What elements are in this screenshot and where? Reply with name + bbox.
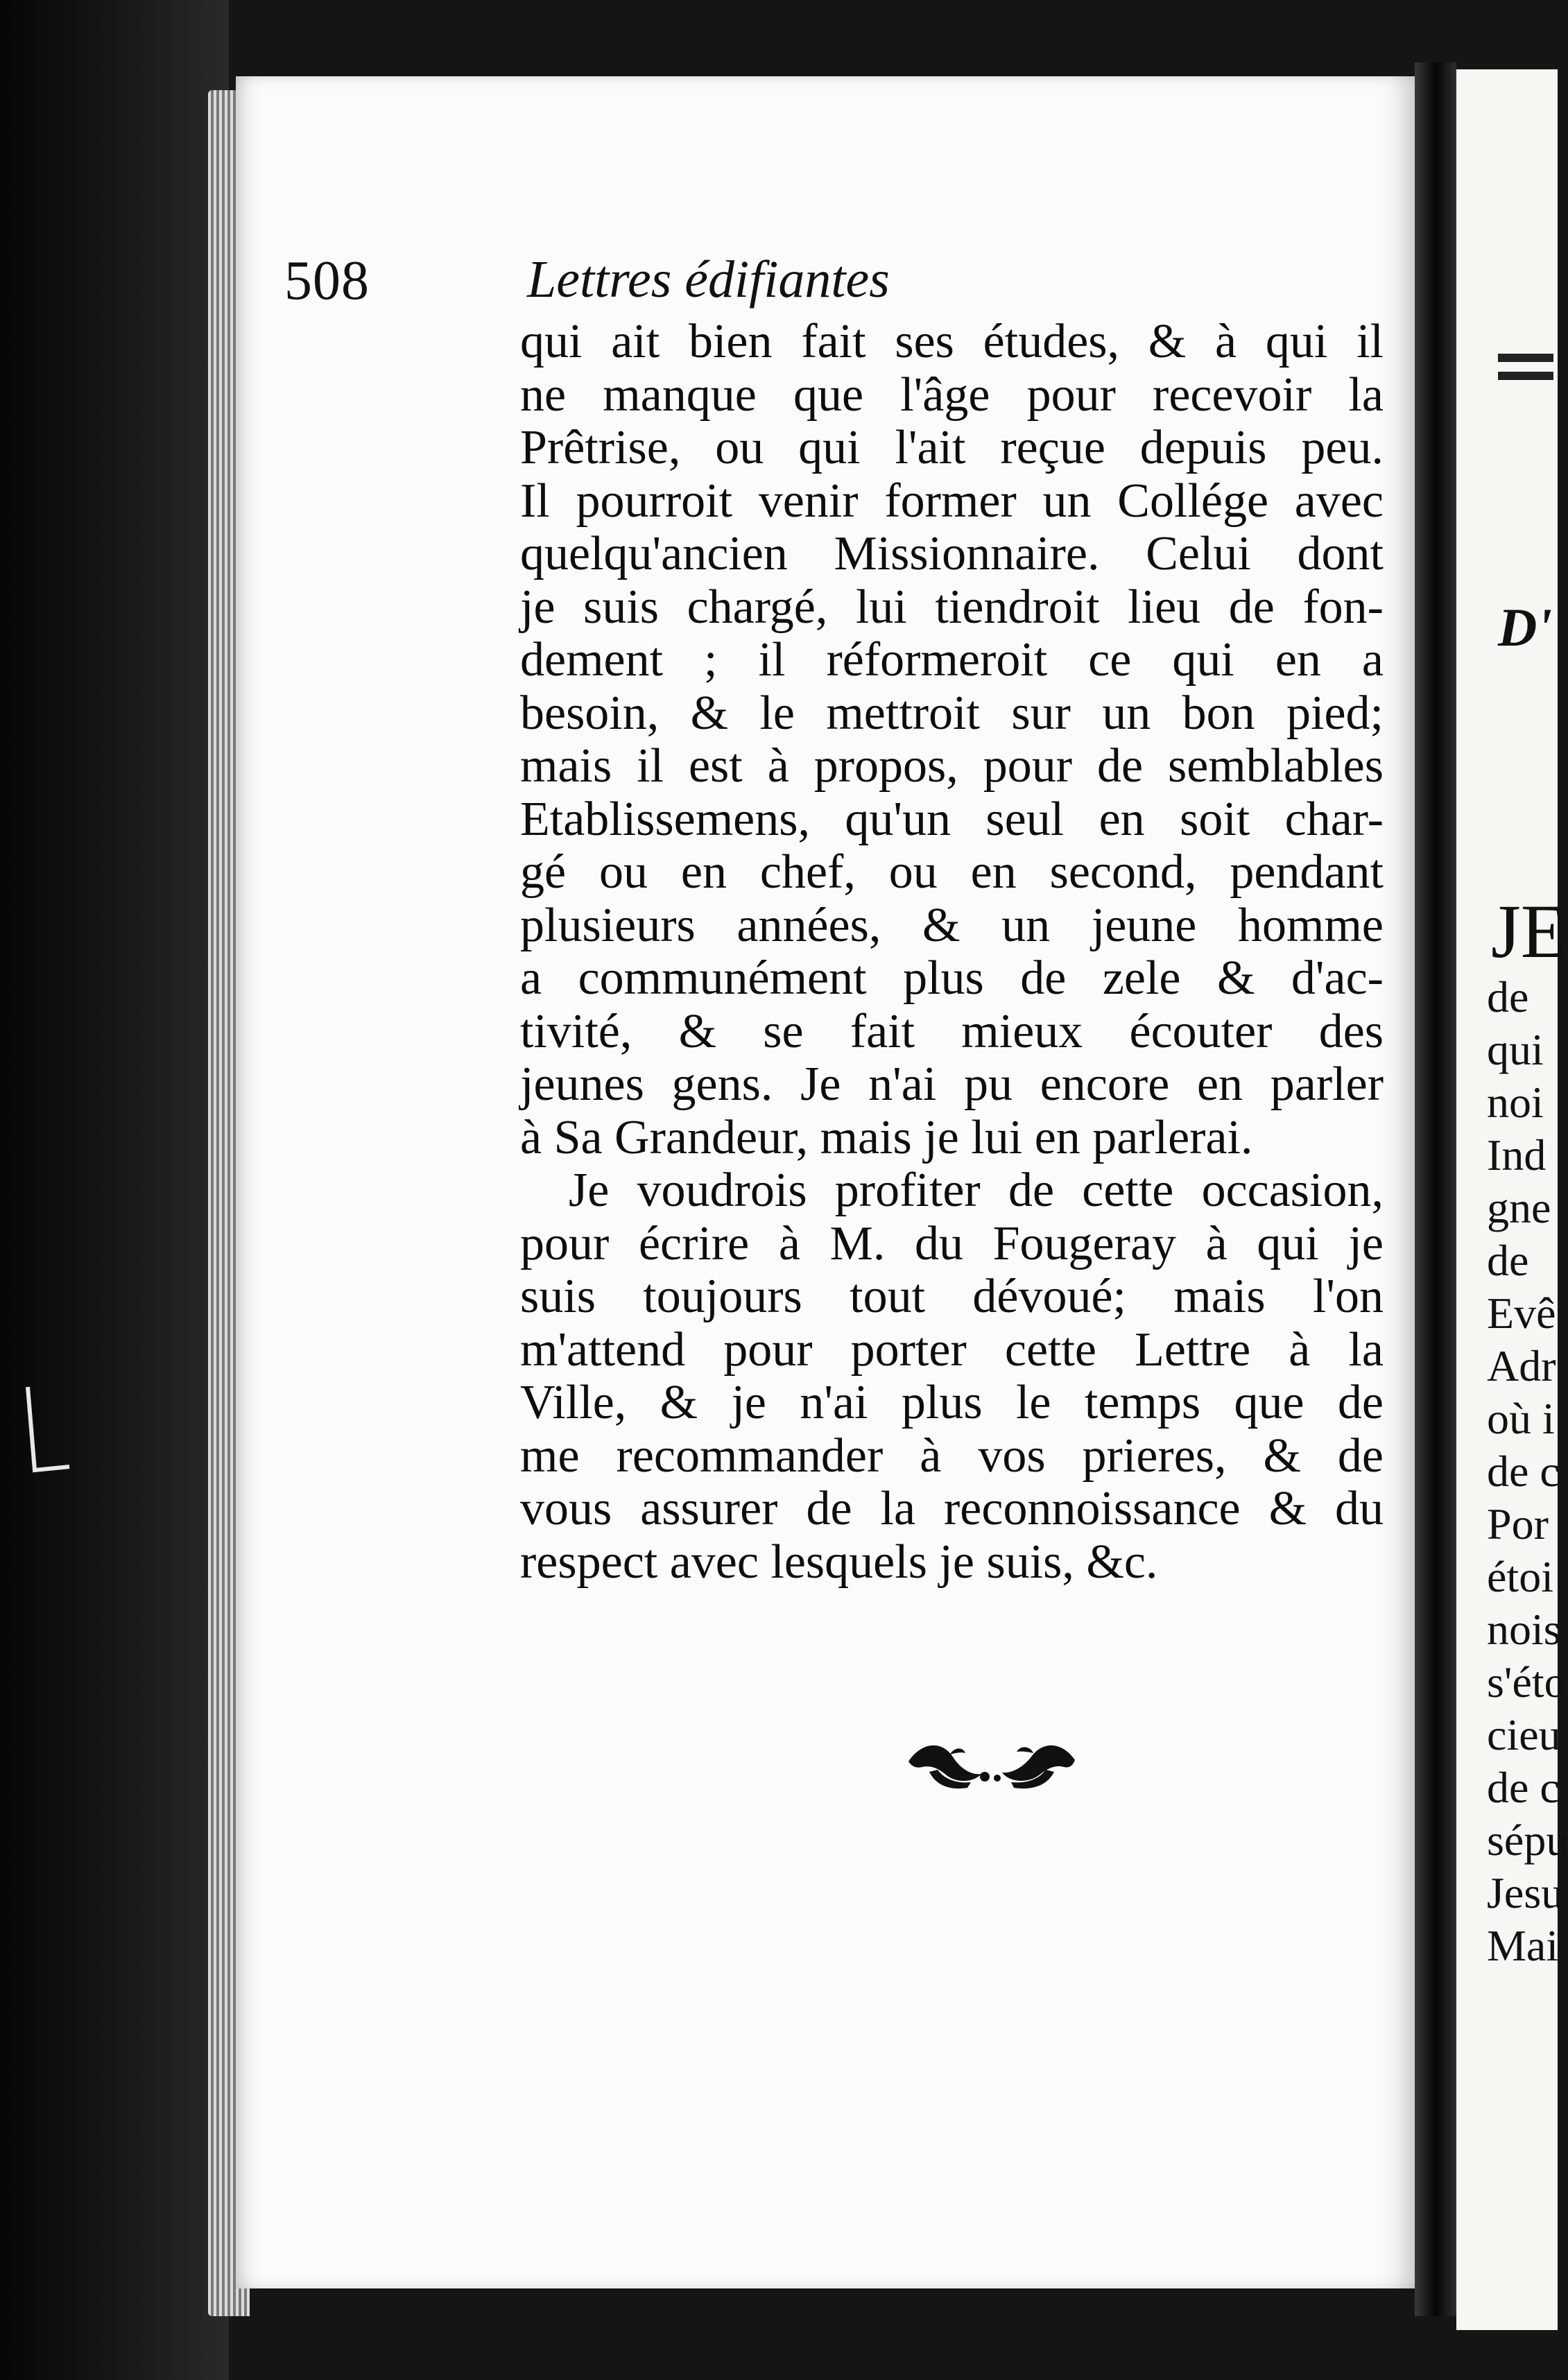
facing-line: qui	[1487, 1025, 1544, 1074]
facing-line: cieu	[1487, 1710, 1561, 1759]
facing-line: Jesu	[1487, 1868, 1564, 1917]
facing-line: Evê	[1487, 1288, 1556, 1338]
text-line: gé ou en chef, ou en second, pendant	[520, 845, 1384, 899]
text-line: tivité, & se fait mieux écouter des	[520, 1004, 1384, 1058]
text-line: Il pourroit venir former un Collége avec	[520, 474, 1384, 528]
text-line: suis toujours tout dévoué; mais l'on	[520, 1270, 1384, 1323]
text-line: me recommander à vos prieres, & de	[520, 1429, 1384, 1483]
text-line: respect avec lesquels je suis, &c.	[520, 1535, 1158, 1589]
text-line: ne manque que l'âge pour recevoir la	[520, 368, 1384, 422]
text-line: m'attend pour porter cette Lettre à la	[520, 1322, 1384, 1377]
facing-line: sépu	[1487, 1816, 1568, 1865]
facing-line: Ind	[1487, 1130, 1547, 1180]
text-line: jeunes gens. Je n'ai pu encore en parler	[520, 1058, 1384, 1111]
facing-page	[1456, 69, 1568, 2330]
body-text	[520, 316, 1384, 1589]
text-line: mais il est à propos, pour de semblables	[520, 739, 1384, 793]
facing-line: noi	[1487, 1078, 1544, 1127]
drop-cap: JE	[1491, 889, 1567, 974]
text-line: à Sa Grandeur, mais je lui en parlerai.	[520, 1110, 1253, 1164]
text-line: quelqu'ancien Missionnaire. Celui dont	[520, 527, 1384, 580]
facing-line: Adr	[1487, 1341, 1556, 1390]
facing-line: de	[1487, 1236, 1529, 1285]
text-line: dement ; il réformeroit ce qui en a	[520, 633, 1384, 687]
scan-background	[0, 0, 229, 2380]
facing-line: de c	[1487, 1763, 1560, 1812]
text-line: Etablissemens, qu'un seul en soit char-	[520, 792, 1384, 846]
text-line: pour écrire à M. du Fougeray à qui je	[520, 1216, 1384, 1270]
facing-text	[1487, 971, 1568, 1972]
text-line: Ville, & je n'ai plus le temps que de	[520, 1376, 1384, 1429]
facing-line: gne	[1487, 1183, 1551, 1232]
text-line: plusieurs années, & un jeune homme	[520, 898, 1384, 952]
facing-line: nois	[1487, 1605, 1561, 1654]
facing-line: s'éto	[1487, 1657, 1567, 1707]
facing-line: de c	[1487, 1447, 1560, 1496]
facing-heading: D'	[1498, 597, 1552, 657]
text-line: qui ait bien fait ses études, & à qui il	[520, 315, 1384, 368]
text-line: Prêtrise, ou qui l'ait reçue depuis peu.	[520, 421, 1384, 474]
fleuron-ornament-icon	[902, 1734, 1082, 1796]
margin-mark-icon	[14, 1380, 76, 1498]
text-line: besoin, & le mettroit sur un bon pied;	[520, 686, 1384, 740]
page-number: 508	[284, 250, 370, 311]
double-rule	[1498, 354, 1553, 380]
facing-line: Mai	[1487, 1921, 1559, 1970]
text-line: Je voudrois profiter de cette occasion,	[569, 1164, 1384, 1217]
text-line: vous assurer de la reconnoissance & du	[520, 1482, 1384, 1535]
facing-line: Por	[1487, 1499, 1549, 1549]
facing-line: où i	[1487, 1394, 1555, 1443]
facing-line: étoi	[1487, 1552, 1553, 1601]
text-line: je suis chargé, lui tiendroit lieu de fon-	[520, 580, 1384, 634]
facing-line: de	[1487, 972, 1529, 1021]
text-line: a communément plus de zele & d'ac-	[520, 951, 1384, 1005]
book-gutter	[1415, 62, 1456, 2316]
running-title: Lettres édifiantes	[527, 250, 890, 309]
